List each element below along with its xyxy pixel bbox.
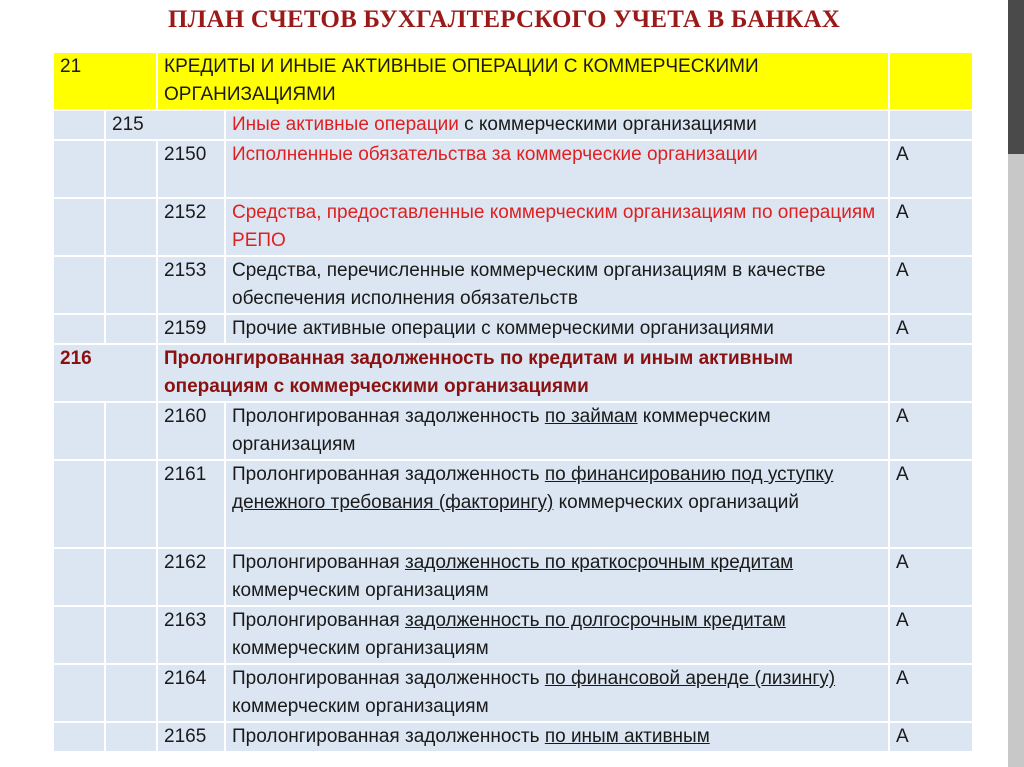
right-edge-bar — [1008, 0, 1024, 767]
table-row — [53, 198, 973, 256]
account-type — [889, 344, 973, 402]
description-text: Прочие активные операции с коммерческими организациями — [232, 318, 774, 339]
indent-cell — [53, 256, 105, 314]
description-text: задолженность по долгосрочным кредитам — [405, 610, 786, 631]
account-code: 21 — [53, 52, 157, 110]
description-text: по финансированию под уступку денежного требования (факторингу) — [232, 464, 834, 513]
account-number: 2150 — [157, 140, 225, 198]
indent-cell — [105, 402, 157, 460]
indent-cell — [53, 402, 105, 460]
right-edge-dark — [1008, 0, 1024, 154]
accounts-table-body — [53, 52, 973, 752]
description-text: Пролонгированная задолженность — [232, 726, 545, 747]
table-row — [53, 52, 973, 110]
description-text: по финансовой аренде (лизингу) — [544, 668, 836, 689]
indent-cell — [53, 198, 105, 256]
indent-cell — [53, 460, 105, 548]
table-row — [53, 314, 973, 344]
table-row — [53, 460, 973, 548]
description-text: по займам — [544, 406, 638, 427]
account-description — [225, 722, 889, 752]
table-row — [53, 606, 973, 664]
description-text: коммерческим организациям — [232, 580, 489, 601]
account-number: 2152 — [157, 198, 225, 256]
indent-cell — [105, 460, 157, 548]
description-text: Пролонгированная задолженность — [232, 406, 545, 427]
account-description — [225, 664, 889, 722]
account-type: А — [889, 140, 973, 198]
description-text: по иным активным — [544, 726, 710, 747]
description-text: Пролонгированная задолженность — [232, 668, 545, 689]
indent-cell — [53, 314, 105, 344]
description-text: задолженность по краткосрочным кредитам — [405, 552, 794, 573]
table-row — [53, 722, 973, 752]
indent-cell — [105, 548, 157, 606]
account-type: А — [889, 664, 973, 722]
table-row — [53, 140, 973, 198]
indent-cell — [105, 198, 157, 256]
account-type: А — [889, 722, 973, 752]
account-number: 2164 — [157, 664, 225, 722]
table-row — [53, 256, 973, 314]
account-type: А — [889, 606, 973, 664]
indent-cell — [105, 606, 157, 664]
description-text: с коммерческими организациями — [458, 114, 757, 135]
indent-cell — [53, 548, 105, 606]
account-type: А — [889, 314, 973, 344]
account-number: 2165 — [157, 722, 225, 752]
account-description — [225, 256, 889, 314]
account-number: 2160 — [157, 402, 225, 460]
account-description — [157, 344, 889, 402]
indent-cell — [105, 722, 157, 752]
table-row — [53, 110, 973, 140]
table-row — [53, 664, 973, 722]
accounts-table — [52, 51, 974, 753]
description-text: коммерческих организаций — [553, 492, 799, 513]
description-text: Средства, перечисленные коммерческим организациям в качестве обеспечения исполнения обязательств — [232, 260, 826, 309]
account-description — [157, 52, 889, 110]
indent-cell — [53, 606, 105, 664]
table-row — [53, 548, 973, 606]
account-description — [225, 548, 889, 606]
table-row — [53, 344, 973, 402]
account-number: 2163 — [157, 606, 225, 664]
indent-cell — [53, 140, 105, 198]
description-text: коммерческим организациям — [232, 696, 489, 717]
description-text: Пролонгированная — [232, 552, 405, 573]
account-description — [225, 140, 889, 198]
account-number: 2161 — [157, 460, 225, 548]
indent-cell — [105, 140, 157, 198]
account-description — [225, 460, 889, 548]
account-type: А — [889, 548, 973, 606]
account-type: А — [889, 256, 973, 314]
page-title: ПЛАН СЧЕТОВ БУХГАЛТЕРСКОГО УЧЕТА В БАНКАХ — [168, 6, 840, 33]
account-type: А — [889, 198, 973, 256]
description-text: Средства, предоставленные коммерческим организациям по операциям РЕПО — [232, 202, 876, 251]
indent-cell — [53, 110, 105, 140]
account-type: А — [889, 402, 973, 460]
description-text: коммерческим организациям — [232, 406, 771, 455]
account-type: А — [889, 460, 973, 548]
account-type — [889, 110, 973, 140]
account-number: 2159 — [157, 314, 225, 344]
indent-cell — [105, 314, 157, 344]
description-text: коммерческим организациям — [232, 638, 489, 659]
indent-cell — [53, 722, 105, 752]
description-text: Пролонгированная задолженность — [232, 464, 545, 485]
description-text: КРЕДИТЫ И ИНЫЕ АКТИВНЫЕ ОПЕРАЦИИ С КОММЕРЧЕСКИМИ ОРГАНИЗАЦИЯМИ — [164, 56, 759, 105]
account-description — [225, 198, 889, 256]
account-description — [225, 314, 889, 344]
indent-cell — [105, 256, 157, 314]
description-text: Пролонгированная — [232, 610, 405, 631]
right-edge-grey — [1008, 154, 1024, 767]
table-row — [53, 402, 973, 460]
subaccount-code: 215 — [105, 110, 225, 140]
account-description — [225, 606, 889, 664]
description-text: Исполненные обязательства за коммерческие организации — [232, 144, 758, 165]
description-text: Пролонгированная задолженность по кредитам и иным активным операциям с коммерческими организациями — [164, 348, 794, 397]
indent-cell — [105, 664, 157, 722]
account-type — [889, 52, 973, 110]
account-description — [225, 110, 889, 140]
description-text: Иные активные операции — [232, 114, 459, 135]
account-code: 216 — [53, 344, 157, 402]
account-number: 2153 — [157, 256, 225, 314]
indent-cell — [53, 664, 105, 722]
account-description — [225, 402, 889, 460]
account-number: 2162 — [157, 548, 225, 606]
